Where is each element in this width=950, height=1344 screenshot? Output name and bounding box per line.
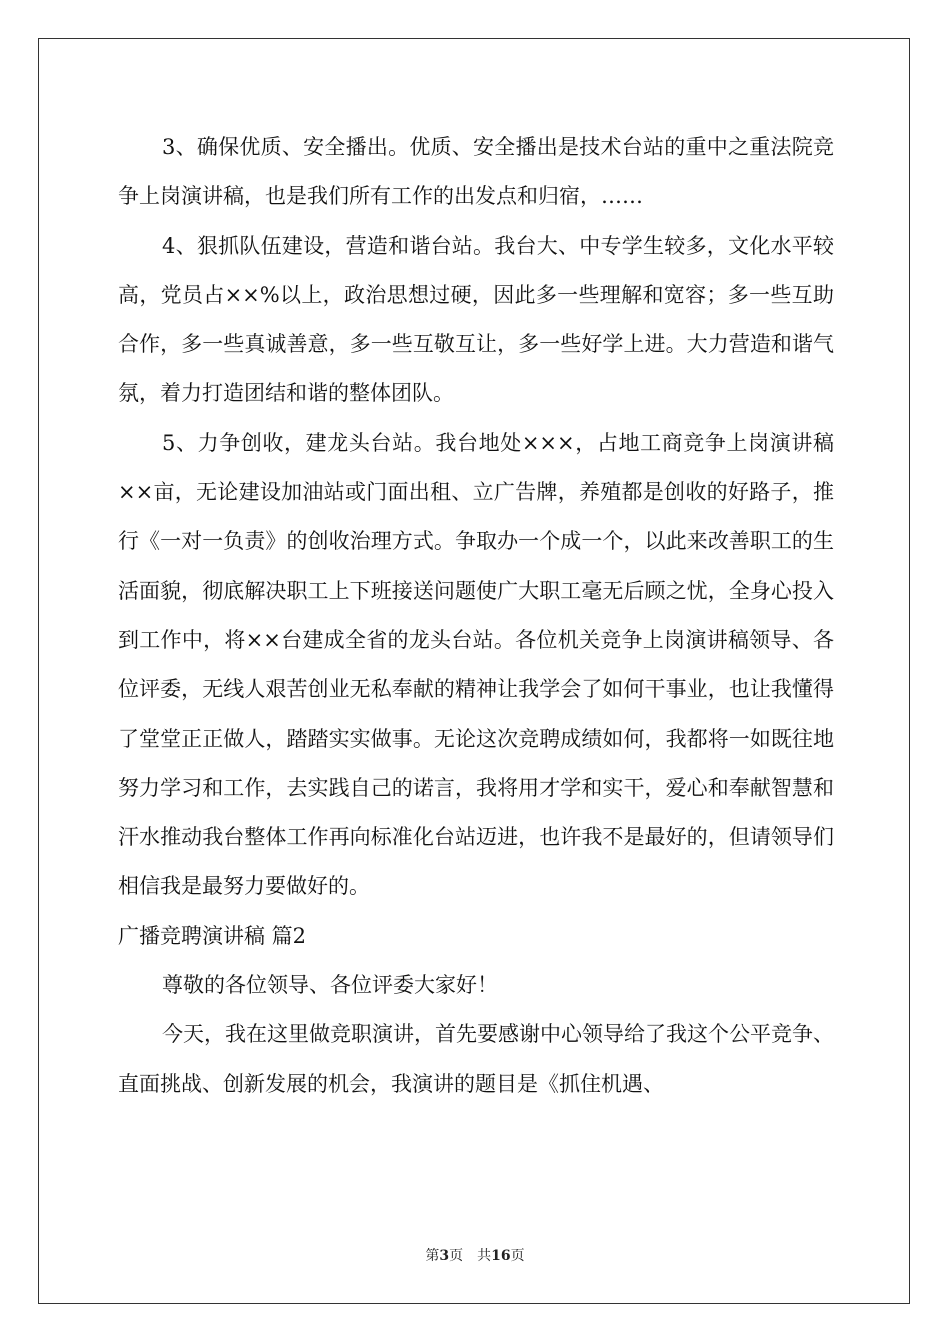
footer-prefix: 第 — [425, 1248, 440, 1264]
footer-mid: 页 共 — [449, 1248, 492, 1264]
paragraph: 今天，我在这里做竞职演讲，首先要感谢中心领导给了我这个公平竞争、直面挑战、创新发展的机会，我演讲的题目是《抓住机遇、 — [118, 1022, 834, 1096]
section-heading: 广播竞聘演讲稿 篇2 — [118, 923, 307, 948]
paragraph: 4、狠抓队伍建设，营造和谐台站。我台大、中专学生较多，文化水平较高，党员占××%以上，政治思想过硬，因此多一些理解和宽容；多一些互助合作，多一些真诚善意，多一些互敬互让，多一些好学上进。大力营造和谐气氛，着力打造团结和谐的整体团队。 — [118, 233, 834, 406]
paragraph: 尊敬的各位领导、各位评委大家好！ — [162, 973, 498, 998]
paragraph: 5、力争创收，建龙头台站。我台地处×××，占地工商竞争上岗演讲稿 ××亩，无论建设加油站或门面出租、立广告牌，养殖都是创收的好路子，推行《一对一负责》的创收治理方式。争取办一个成一个，以此来改善职工的生活面貌，彻底解决职工上下班接送问题使广大职工毫无后顾之忧，全身心投入到工作中，将××台建成全省的龙头台站。各位机关竞争上岗演讲稿领导、各位评委，无线人艰苦创业无私奉献的精神让我学会了如何干事业，也让我懂得了堂堂正正做人，踏踏实实做事。无论这次竞聘成绩如何，我都将一如既往地努力学习和工作，去实践自己的诺言，我将用才学和实干，爱心和奉献智慧和汗水推动我台整体工作再向标准化台站迈进，也许我不是最好的，但请领导们相信我是最努力要做好的。 — [118, 430, 834, 899]
footer-page-number: 3 — [439, 1248, 450, 1264]
page-footer — [0, 1245, 950, 1265]
footer-total-pages: 16 — [491, 1248, 511, 1264]
footer-suffix: 页 — [510, 1248, 525, 1264]
paragraph: 3、确保优质、安全播出。优质、安全播出是技术台站的重中之重法院竞争上岗演讲稿，也是我们所有工作的出发点和归宿，…… — [118, 135, 834, 209]
document-body — [118, 123, 834, 1109]
